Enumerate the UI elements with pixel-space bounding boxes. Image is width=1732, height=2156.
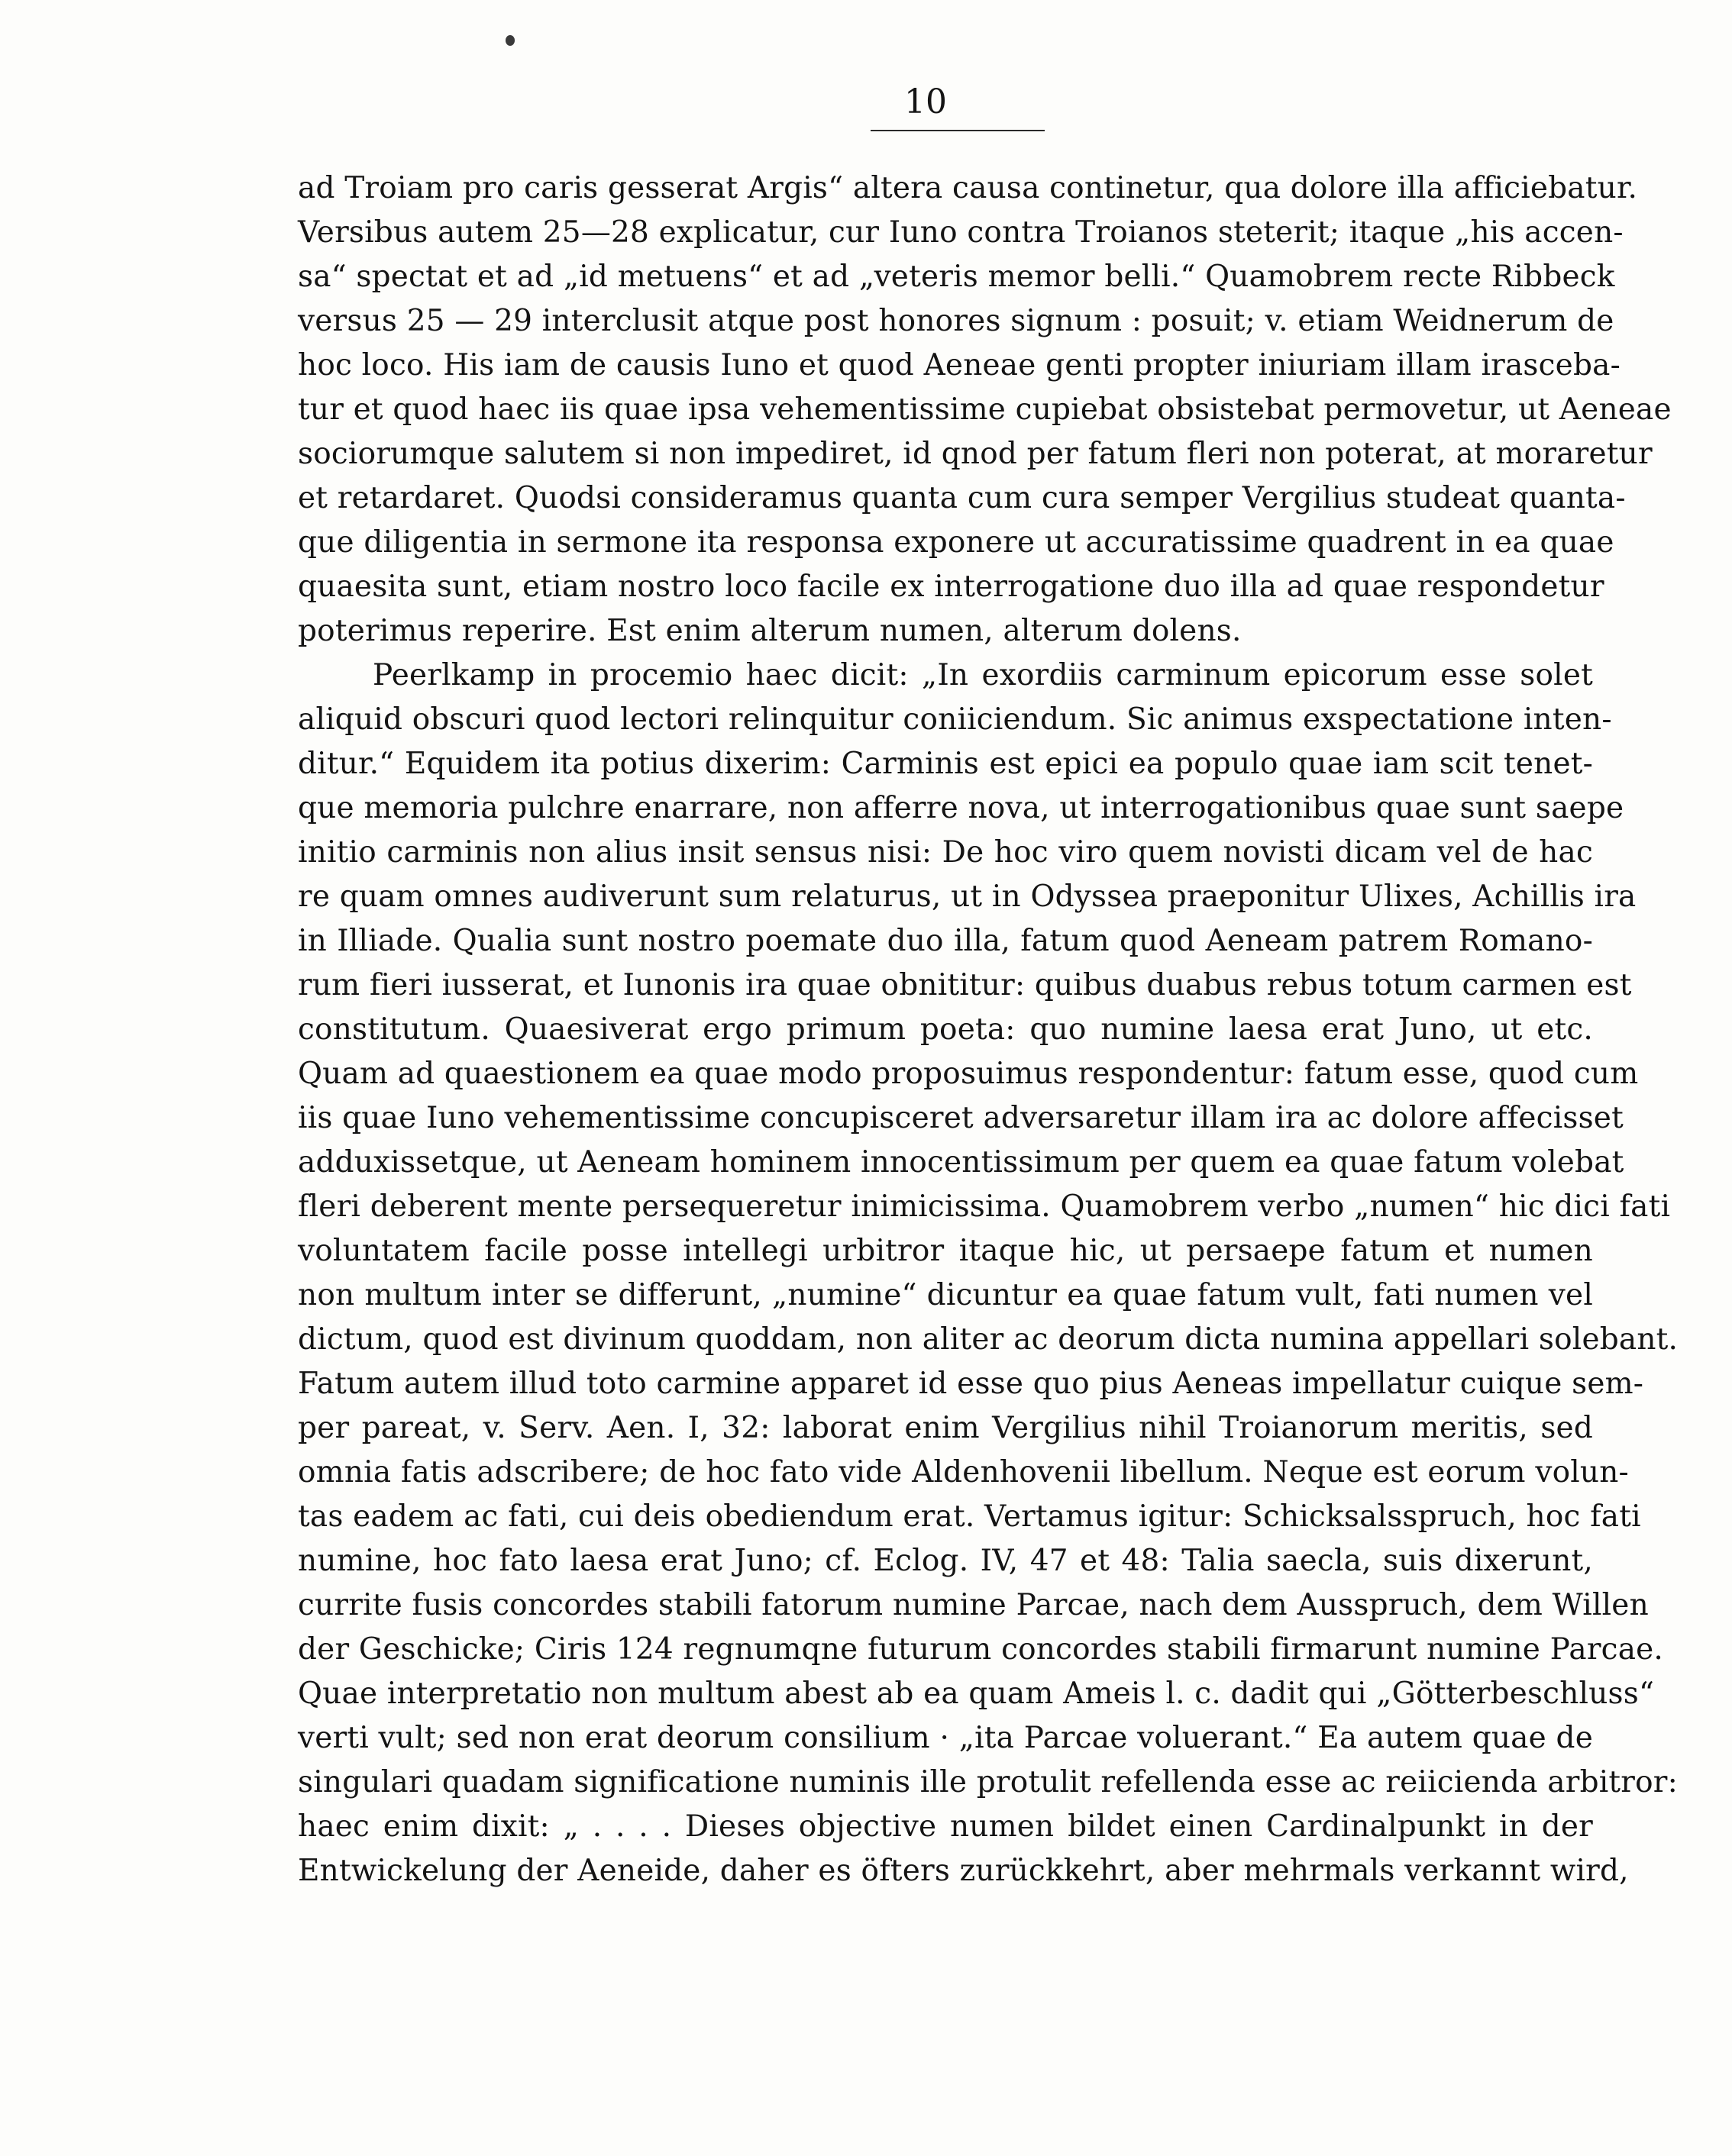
text-line: sociorumque salutem si non impediret, id qnod per fatum fleri non poterat, at moraretur	[298, 437, 1653, 471]
text-line: que diligentia in sermone ita responsa exponere ut accuratissime quadrent in ea quae	[298, 525, 1614, 560]
text-line: per pareat, v. Serv. Aen. I, 32: laborat enim Vergilius nihil Troianorum meritis, sed	[298, 1411, 1593, 1445]
text-line: et retardaret. Quodsi consideramus quanta cum cura semper Vergilius studeat quanta-	[298, 481, 1626, 515]
text-line: rum fieri iusserat, et Iunonis ira quae obnititur: quibus duabus rebus totum carmen est	[298, 968, 1632, 1002]
text-line: sa“ spectat et ad „id metuens“ et ad „veteris memor belli.“ Quamobrem recte Ribbeck	[298, 260, 1615, 294]
text-line: tur et quod haec iis quae ipsa vehementissime cupiebat obsistebat permovetur, ut Aeneae	[298, 392, 1672, 427]
text-line: que memoria pulchre enarrare, non afferre nova, ut interrogationibus quae sunt saepe	[298, 791, 1624, 825]
text-line: fleri deberent mente persequeretur inimicissima. Quamobrem verbo „numen“ hic dici fati	[298, 1189, 1671, 1224]
text-line: tas eadem ac fati, cui deis obediendum erat. Vertamus igitur: Schicksalsspruch, hoc fati	[298, 1499, 1641, 1534]
page-number: 10	[904, 82, 947, 121]
text-line: Entwickelung der Aeneide, daher es öfters zurückkehrt, aber mehrmals verkannt wird,	[298, 1854, 1629, 1888]
text-line: singulari quadam significatione numinis ille protulit refellenda esse ac reiicienda arbitror:	[298, 1765, 1678, 1799]
text-line: aliquid obscuri quod lectori relinquitur coniiciendum. Sic animus exspectatione inten-	[298, 702, 1612, 737]
ink-speck	[506, 35, 515, 46]
text-line: ditur.“ Equidem ita potius dixerim: Carminis est epici ea populo quae iam scit tenet-	[298, 747, 1593, 781]
text-line: initio carminis non alius insit sensus nisi: De hoc viro quem novisti dicam vel de hac	[298, 835, 1593, 870]
text-line: re quam omnes audiverunt sum relaturus, ut in Odyssea praeponitur Ulixes, Achillis ira	[298, 880, 1637, 914]
text-line: ad Troiam pro caris gesserat Argis“ altera causa continetur, qua dolore illa afficiebatur.	[298, 171, 1638, 205]
text-line: voluntatem facile posse intellegi urbitror itaque hic, ut persaepe fatum et numen	[298, 1234, 1593, 1268]
text-line: non multum inter se differunt, „numine“ dicuntur ea quae fatum vult, fati numen vel	[298, 1278, 1593, 1312]
text-line: iis quae Iuno vehementissime concupisceret adversaretur illam ira ac dolore affecisset	[298, 1101, 1624, 1135]
header-rule	[871, 130, 1045, 131]
text-line: verti vult; sed non erat deorum consilium · „ita Parcae voluerant.“ Ea autem quae de	[298, 1721, 1593, 1755]
text-line: versus 25 — 29 interclusit atque post honores signum : posuit; v. etiam Weidnerum de	[298, 304, 1614, 338]
text-line: Quae interpretatio non multum abest ab ea quam Ameis l. c. dadit qui „Götterbeschluss“	[298, 1677, 1655, 1711]
text-line: dictum, quod est divinum quoddam, non aliter ac deorum dicta numina appellari solebant.	[298, 1322, 1679, 1357]
text-line: currite fusis concordes stabili fatorum numine Parcae, nach dem Ausspruch, dem Willen	[298, 1588, 1649, 1622]
text-line: omnia fatis adscribere; de hoc fato vide Aldenhovenii libellum. Neque est eorum volun-	[298, 1455, 1629, 1490]
text-line: poterimus reperire. Est enim alterum numen, alterum dolens.	[298, 614, 1242, 648]
text-line: numine, hoc fato laesa erat Juno; cf. Eclog. IV, 47 et 48: Talia saecla, suis dixerunt,	[298, 1544, 1593, 1578]
text-line: constitutum. Quaesiverat ergo primum poeta: quo numine laesa erat Juno, ut etc.	[298, 1012, 1593, 1047]
text-line: in Illiade. Qualia sunt nostro poemate duo illa, fatum quod Aeneam patrem Romano-	[298, 924, 1593, 958]
text-line: Peerlkamp in procemio haec dicit: „In exordiis carminum epicorum esse solet	[373, 658, 1593, 692]
text-line: haec enim dixit: „ . . . . Dieses objective numen bildet einen Cardinalpunkt in der	[298, 1809, 1593, 1844]
text-line: adduxissetque, ut Aeneam hominem innocentissimum per quem ea quae fatum volebat	[298, 1145, 1624, 1180]
body-text	[298, 166, 1679, 1893]
text-line: Fatum autem illud toto carmine apparet id esse quo pius Aeneas impellatur cuique sem-	[298, 1367, 1644, 1401]
text-line: quaesita sunt, etiam nostro loco facile ex interrogatione duo illa ad quae respondetur	[298, 570, 1604, 604]
text-line: Quam ad quaestionem ea quae modo proposuimus respondentur: fatum esse, quod cum	[298, 1057, 1639, 1091]
text-line: hoc loco. His iam de causis Iuno et quod Aeneae genti propter iniuriam illam irasceba-	[298, 348, 1621, 382]
text-line: der Geschicke; Ciris 124 regnumqne futurum concordes stabili firmarunt numine Parcae.	[298, 1632, 1664, 1667]
text-line: Versibus autem 25—28 explicatur, cur Iuno contra Troianos steterit; itaque „his accen-	[298, 215, 1624, 250]
